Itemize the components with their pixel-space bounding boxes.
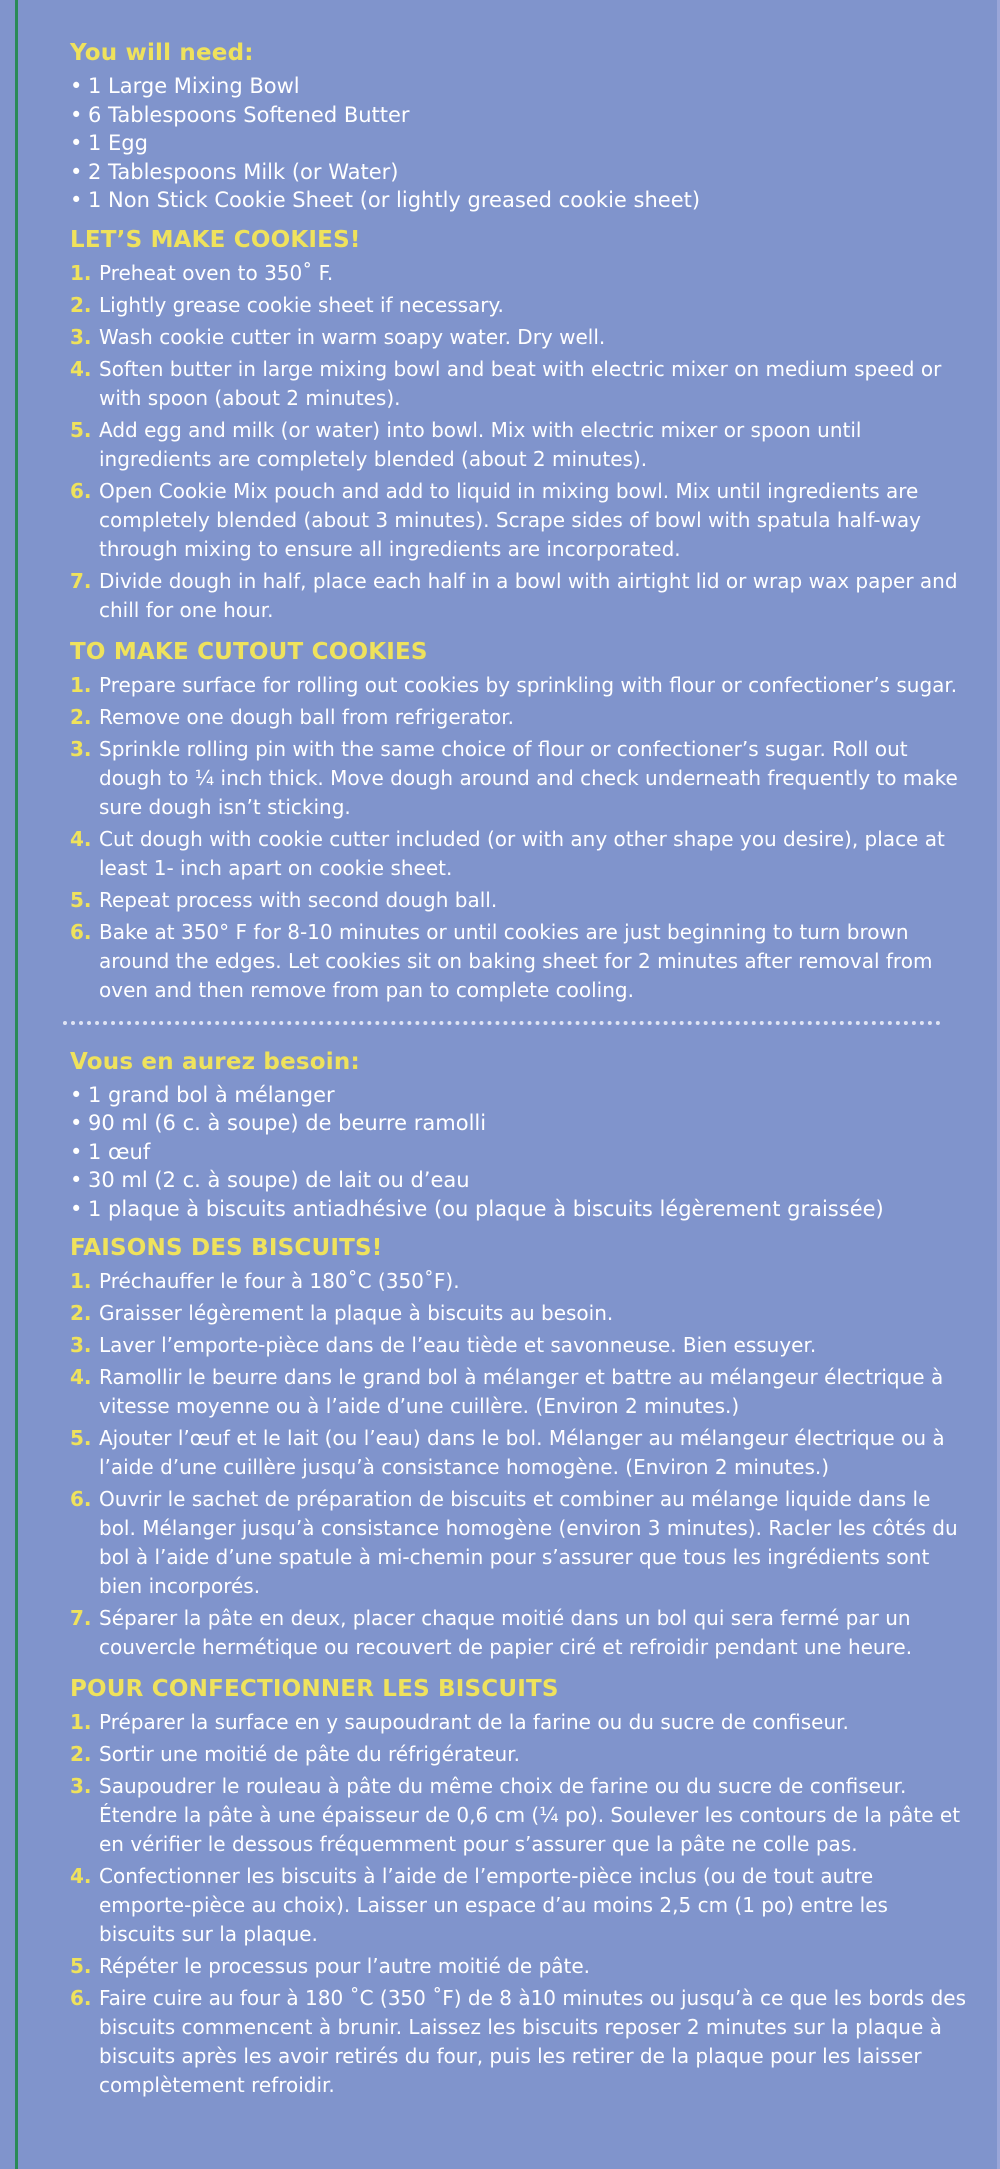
step-item	[70, 1952, 970, 1981]
step-text: Sortir une moitié de pâte du réfrigérateur.	[99, 1742, 520, 1766]
step-number: 6.	[70, 478, 92, 503]
step-item	[70, 1485, 970, 1601]
french-make-heading: FAISONS DES BISCUITS!	[70, 1235, 383, 1261]
dotted-divider	[63, 1021, 941, 1025]
list-item: • 2 Tablespoons Milk (or Water)	[70, 158, 970, 187]
step-text: Ouvrir le sachet de préparation de biscuits et combiner au mélange liquide dans le bol. Mélanger jusqu’à consistance homogène (environ 3 minutes). Racler les côtés du bol à l’aide d’une spatule à mi-chemin pour s’assurer que tous les ingrédients sont bien incorporés.	[99, 1487, 958, 1598]
step-number: 3.	[70, 1333, 92, 1357]
step-item	[70, 1331, 970, 1360]
step-item	[70, 1708, 970, 1737]
french-section	[70, 1047, 970, 2101]
step-text: Laver l’emporte-pièce dans de l’eau tiède et savonneuse. Bien essuyer.	[99, 1333, 817, 1357]
step-item	[70, 355, 970, 413]
step-number: 1.	[70, 1269, 92, 1293]
step-number: 3.	[70, 1774, 92, 1798]
step-text: Cut dough with cookie cutter included (or with any other shape you desire), place at least 1- inch apart on cookie sheet.	[99, 826, 945, 880]
step-number: 1.	[70, 1710, 92, 1734]
french-cutout-heading: POUR CONFECTIONNER LES BISCUITS	[70, 1676, 559, 1702]
step-text: Graisser légèrement la plaque à biscuits au besoin.	[99, 1301, 614, 1325]
step-number: 4.	[70, 1864, 92, 1888]
step-text: Preheat oven to 350˚ F.	[99, 260, 334, 285]
step-number: 3.	[70, 324, 92, 349]
step-text: Répéter le processus pour l’autre moitié de pâte.	[99, 1954, 591, 1978]
step-text: Divide dough in half, place each half in a bowl with airtight lid or wrap wax paper and chill for one hour.	[99, 568, 958, 622]
step-number: 6.	[70, 1986, 92, 2010]
english-needs-list	[70, 72, 970, 215]
step-text: Séparer la pâte en deux, placer chaque moitié dans un bol qui sera fermé par un couvercle hermétique ou recouvert de papier ciré et refroidir pendant une heure.	[99, 1606, 913, 1659]
step-number: 1.	[70, 260, 92, 285]
step-number: 7.	[70, 1606, 92, 1630]
step-item	[70, 1984, 970, 2100]
step-text: Confectionner les biscuits à l’aide de l’emporte-pièce inclus (ou de tout autre emporte-pièce au choix). Laisser un espace d’au moins 2,5 cm (1 po) entre les biscuits sur la plaque.	[99, 1864, 888, 1946]
step-item	[70, 567, 970, 625]
step-item	[70, 1862, 970, 1949]
french-make-steps	[70, 1267, 970, 1662]
step-item	[70, 1424, 970, 1482]
english-cutout-steps	[70, 671, 970, 1005]
step-number: 2.	[70, 1742, 92, 1766]
step-number: 2.	[70, 292, 92, 317]
list-item: • 1 grand bol à mélanger	[70, 1081, 970, 1110]
list-item: • 1 Egg	[70, 129, 970, 158]
step-text: Faire cuire au four à 180 ˚C (350 ˚F) de 8 à10 minutes ou jusqu’à ce que les bords des biscuits commencent à brunir. Laissez les biscuits reposer 2 minutes sur la plaque à biscuits après les avoir retirés du four, puis les retirer de la plaque pour les laisser complètement refroidir.	[99, 1986, 966, 2097]
english-make-heading: LET’S MAKE COOKIES!	[70, 226, 361, 253]
step-item	[70, 1299, 970, 1328]
english-cutout-heading: TO MAKE CUTOUT COOKIES	[70, 638, 428, 665]
english-section	[70, 38, 970, 1005]
step-item	[70, 735, 970, 822]
step-item	[70, 323, 970, 352]
list-item: • 6 Tablespoons Softened Butter	[70, 101, 970, 130]
step-text: Sprinkle rolling pin with the same choice of flour or confectioner’s sugar. Roll out dough to ¼ inch thick. Move dough around and check underneath frequently to make sure dough isn’t sticking.	[99, 736, 958, 819]
step-text: Ramollir le beurre dans le grand bol à mélanger et battre au mélangeur électrique à vitesse moyenne ou à l’aide d’une cuillère. (Environ 2 minutes.)	[99, 1365, 944, 1418]
french-cutout-steps	[70, 1708, 970, 2100]
recipe-page	[70, 38, 970, 2112]
english-need-heading: You will need:	[70, 40, 254, 66]
step-number: 5.	[70, 887, 92, 912]
step-text: Open Cookie Mix pouch and add to liquid in mixing bowl. Mix until ingredients are completely blended (about 3 minutes). Scrape sides of bowl with spatula half-way through mixing to ensure all ingredients are incorporated.	[99, 478, 921, 561]
list-item: • 30 ml (2 c. à soupe) de lait ou d’eau	[70, 1166, 970, 1195]
step-text: Lightly grease cookie sheet if necessary.	[99, 292, 504, 317]
step-item	[70, 477, 970, 564]
step-item	[70, 825, 970, 883]
french-need-heading: Vous en aurez besoin:	[70, 1048, 360, 1075]
step-item	[70, 1740, 970, 1769]
step-text: Préchauffer le four à 180˚C (350˚F).	[99, 1269, 460, 1293]
step-text: Bake at 350° F for 8-10 minutes or until cookies are just beginning to turn brown around the edges. Let cookies sit on baking sheet for 2 minutes after removal from oven and then remove from pan to complete cooling.	[99, 919, 933, 1002]
step-item	[70, 886, 970, 915]
step-number: 1.	[70, 672, 92, 697]
step-item	[70, 671, 970, 700]
step-item	[70, 291, 970, 320]
step-item	[70, 259, 970, 288]
step-text: Préparer la surface en y saupoudrant de la farine ou du sucre de confiseur.	[99, 1710, 849, 1734]
step-number: 6.	[70, 919, 92, 944]
step-number: 4.	[70, 1365, 92, 1389]
step-number: 2.	[70, 704, 92, 729]
list-item: • 1 œuf	[70, 1138, 970, 1167]
list-item: • 90 ml (6 c. à soupe) de beurre ramolli	[70, 1109, 970, 1138]
step-number: 4.	[70, 356, 92, 381]
step-number: 7.	[70, 568, 92, 593]
step-number: 4.	[70, 826, 92, 851]
step-text: Remove one dough ball from refrigerator.	[99, 704, 514, 729]
french-needs-list	[70, 1081, 970, 1224]
step-number: 5.	[70, 1954, 92, 1978]
list-item: • 1 Non Stick Cookie Sheet (or lightly greased cookie sheet)	[70, 186, 970, 215]
step-text: Saupoudrer le rouleau à pâte du même choix de farine ou du sucre de confiseur. Étendre la pâte à une épaisseur de 0,6 cm (¼ po). Soulever les contours de la pâte et en vérifier le dessous fréquemment pour s’assurer que la pâte ne colle pas.	[99, 1774, 961, 1856]
step-text: Ajouter l’œuf et le lait (ou l’eau) dans le bol. Mélanger au mélangeur électrique ou à l’aide d’une cuillère jusqu’à consistance homogène. (Environ 2 minutes.)	[99, 1426, 945, 1479]
step-text: Wash cookie cutter in warm soapy water. Dry well.	[99, 324, 606, 349]
step-item	[70, 703, 970, 732]
step-item	[70, 1604, 970, 1662]
step-number: 5.	[70, 417, 92, 442]
step-text: Prepare surface for rolling out cookies by sprinkling with flour or confectioner’s sugar.	[99, 672, 958, 697]
left-edge-line	[15, 0, 18, 2169]
step-number: 5.	[70, 1426, 92, 1450]
step-number: 2.	[70, 1301, 92, 1325]
list-item: • 1 plaque à biscuits antiadhésive (ou plaque à biscuits légèrement graissée)	[70, 1195, 970, 1224]
step-item	[70, 1363, 970, 1421]
list-item: • 1 Large Mixing Bowl	[70, 72, 970, 101]
step-text: Repeat process with second dough ball.	[99, 887, 498, 912]
step-item	[70, 416, 970, 474]
step-number: 6.	[70, 1487, 92, 1511]
step-item	[70, 1267, 970, 1296]
step-number: 3.	[70, 736, 92, 761]
english-make-steps	[70, 259, 970, 625]
step-item	[70, 918, 970, 1005]
step-text: Soften butter in large mixing bowl and beat with electric mixer on medium speed or with spoon (about 2 minutes).	[99, 356, 942, 410]
step-item	[70, 1772, 970, 1859]
step-text: Add egg and milk (or water) into bowl. Mix with electric mixer or spoon until ingredients are completely blended (about 2 minutes).	[99, 417, 862, 471]
